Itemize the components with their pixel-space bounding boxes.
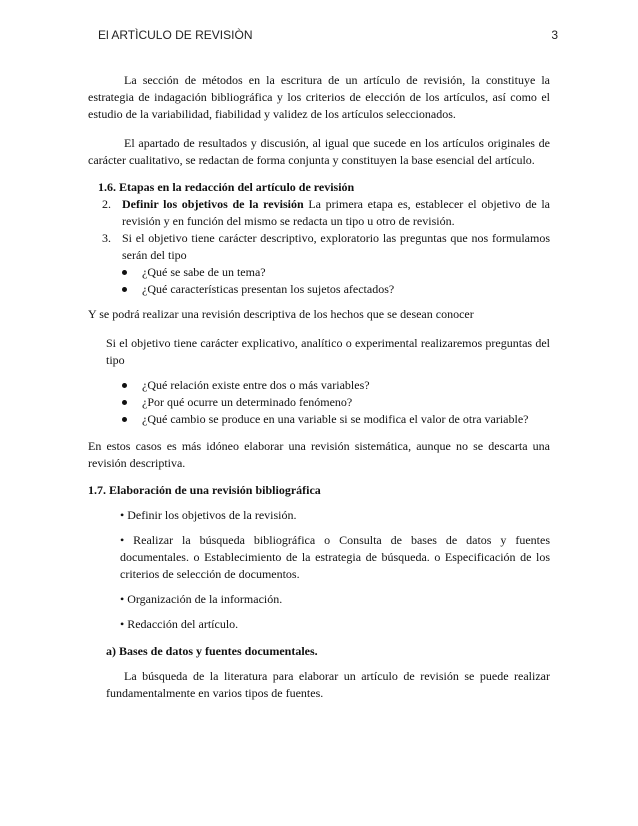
step-item: • Organización de la información. [120,592,283,606]
list-item: ¿Qué se sabe de un tema? [122,264,550,281]
document-title: El ARTÌCULO DE REVISIÒN [98,28,253,42]
section-heading-1-6: 1.6. Etapas en la redacción del artículo de revisión [98,180,355,194]
descriptive-review-line: Y se podrá realizar una revisión descriptiva de los hechos que se desean conocer [88,307,474,321]
numbered-item-3 [102,230,550,264]
numbered-item-2 [102,196,550,230]
subsection-text: La búsqueda de la literatura para elaborar un artículo de revisión se puede realizar fundamentalmente en varios tipos de fuentes. [106,669,550,700]
page-number: 3 [551,28,558,42]
page-body [88,72,550,702]
methods-paragraph: La sección de métodos en la escritura de un artículo de revisión, la constituye la estrategia de indagación bibliográfica y los criterios de elección de los artículos, así como el estudio de la variabilidad, fiabilidad y validez de los artículos seleccionados. [88,73,550,121]
item-2-body [122,196,550,230]
item-2-text: La primera etapa es, establecer el objetivo de la revisión y en función del mismo se redacta un tipo u otro de revisión. [122,197,550,228]
step-item: • Definir los objetivos de la revisión. [120,508,297,522]
descriptive-questions-list [88,264,550,298]
list-item: ¿Qué cambio se produce en una variable si se modifica el valor de otra variable? [122,411,550,428]
item-number: 2. [102,197,111,211]
subsection-paragraph [88,668,550,702]
subsection-heading-a: a) Bases de datos y fuentes documentales. [106,644,318,658]
page-header [98,28,558,42]
step-item: • Realizar la búsqueda bibliográfica o Consulta de bases de datos y fuentes documentales. o Establecimiento de la estrategia de búsqueda. o Especificación de los criterios de selección de documentos. [120,533,550,581]
explicative-questions-list [88,377,550,428]
results-paragraph: El apartado de resultados y discusión, al igual que sucede en los artículos originales de carácter cualitativo, se redactan de forma conjunta y constituyen la base esencial del artículo. [88,136,550,167]
step-item: • Redacción del artículo. [120,617,239,631]
explicative-paragraph: Si el objetivo tiene carácter explicativo, analítico o experimental realizaremos preguntas del tipo [106,336,550,367]
list-item: ¿Qué características presentan los sujetos afectados? [122,281,550,298]
section-heading-1-7: 1.7. Elaboración de una revisión bibliográfica [88,483,321,497]
item-3-text: Si el objetivo tiene carácter descriptivo, exploratorio las preguntas que nos formulamos serán del tipo [122,231,550,262]
closing-paragraph: En estos casos es más idóneo elaborar una revisión sistemática, aunque no se descarta una revisión descriptiva. [88,439,550,470]
item-number: 3. [102,231,111,245]
list-item: ¿Por qué ocurre un determinado fenómeno? [122,394,550,411]
item-2-bold: Definir los objetivos de la revisión [122,197,304,211]
list-item: ¿Qué relación existe entre dos o más variables? [122,377,550,394]
